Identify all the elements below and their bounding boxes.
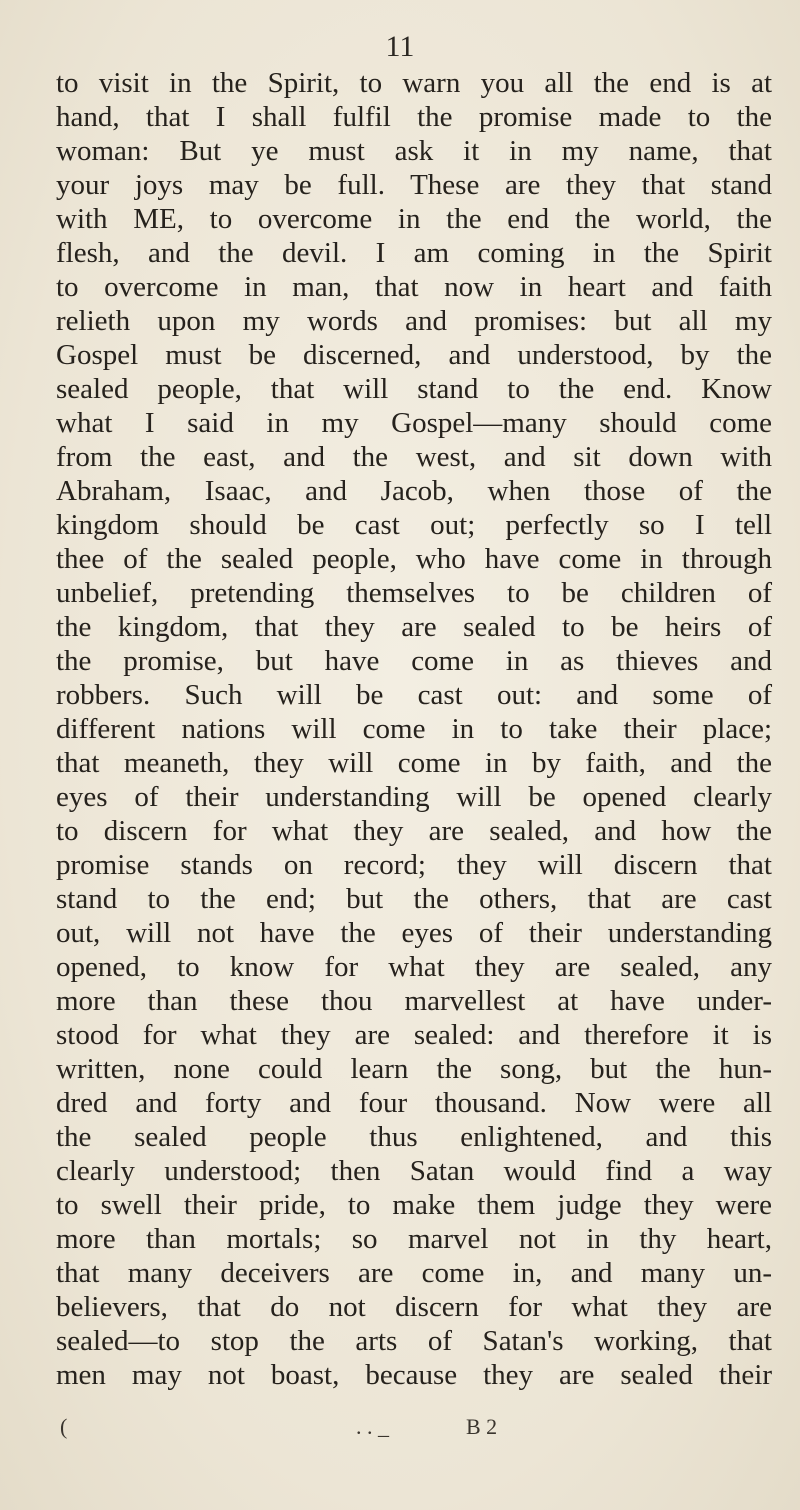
text-line: the sealed people thus enlightened, and this [56, 1121, 772, 1153]
text-line: the promise, but have come in as thieves and [56, 645, 772, 677]
text-line: to discern for what they are sealed, and how the [56, 815, 772, 847]
text-line: stand to the end; but the others, that are cast [56, 883, 772, 915]
text-line: Gospel must be discerned, and understood, by the [56, 339, 772, 371]
page-number: 11 [385, 30, 415, 63]
signature-label: B 2 [466, 1414, 498, 1439]
text-line: clearly understood; then Satan would find a way [56, 1155, 772, 1187]
body-text [56, 66, 772, 1392]
text-line: stood for what they are sealed: and therefore it is [56, 1019, 772, 1051]
text-line: to visit in the Spirit, to warn you all the end is at [56, 67, 772, 99]
text-line: from the east, and the west, and sit down with [56, 441, 772, 473]
text-line: written, none could learn the song, but the hun- [56, 1053, 772, 1085]
text-line: out, will not have the eyes of their understanding [56, 917, 772, 949]
text-line: to swell their pride, to make them judge they were [56, 1189, 772, 1221]
signature-dots: . . _ [356, 1414, 389, 1439]
text-line: relieth upon my words and promises: but all my [56, 305, 772, 337]
text-line: men may not boast, because they are sealed their [56, 1359, 772, 1391]
text-line: the kingdom, that they are sealed to be heirs of [56, 611, 772, 643]
text-line: with ME, to overcome in the end the world, the [56, 203, 772, 235]
text-line: thee of the sealed people, who have come in through [56, 543, 772, 575]
text-line: Abraham, Isaac, and Jacob, when those of the [56, 475, 772, 507]
text-line: unbelief, pretending themselves to be children of [56, 577, 772, 609]
signature-bracket: ( [60, 1414, 68, 1439]
text-line: kingdom should be cast out; perfectly so I tell [56, 509, 772, 541]
text-line: more than mortals; so marvel not in thy heart, [56, 1223, 772, 1255]
text-line: opened, to know for what they are sealed, any [56, 951, 772, 983]
text-line: that many deceivers are come in, and many un- [56, 1257, 772, 1289]
text-line: believers, that do not discern for what they are [56, 1291, 772, 1323]
text-line: more than these thou marvellest at have under- [56, 985, 772, 1017]
text-line: sealed people, that will stand to the end. Know [56, 373, 772, 405]
text-line: your joys may be full. These are they that stand [56, 169, 772, 201]
signature-mark [56, 1414, 772, 1444]
text-line: to overcome in man, that now in heart and faith [56, 271, 772, 303]
text-line: what I said in my Gospel—many should come [56, 407, 772, 439]
text-line: promise stands on record; they will discern that [56, 849, 772, 881]
text-line: that meaneth, they will come in by faith, and the [56, 747, 772, 779]
text-line: flesh, and the devil. I am coming in the Spirit [56, 237, 772, 269]
text-line: hand, that I shall fulfil the promise made to the [56, 101, 772, 133]
text-line: robbers. Such will be cast out: and some of [56, 679, 772, 711]
text-line: woman: But ye must ask it in my name, that [56, 135, 772, 167]
text-line: dred and forty and four thousand. Now were all [56, 1087, 772, 1119]
text-line: eyes of their understanding will be opened clearly [56, 781, 772, 813]
text-line: different nations will come in to take their place; [56, 713, 772, 745]
text-line: sealed—to stop the arts of Satan's working, that [56, 1325, 772, 1357]
